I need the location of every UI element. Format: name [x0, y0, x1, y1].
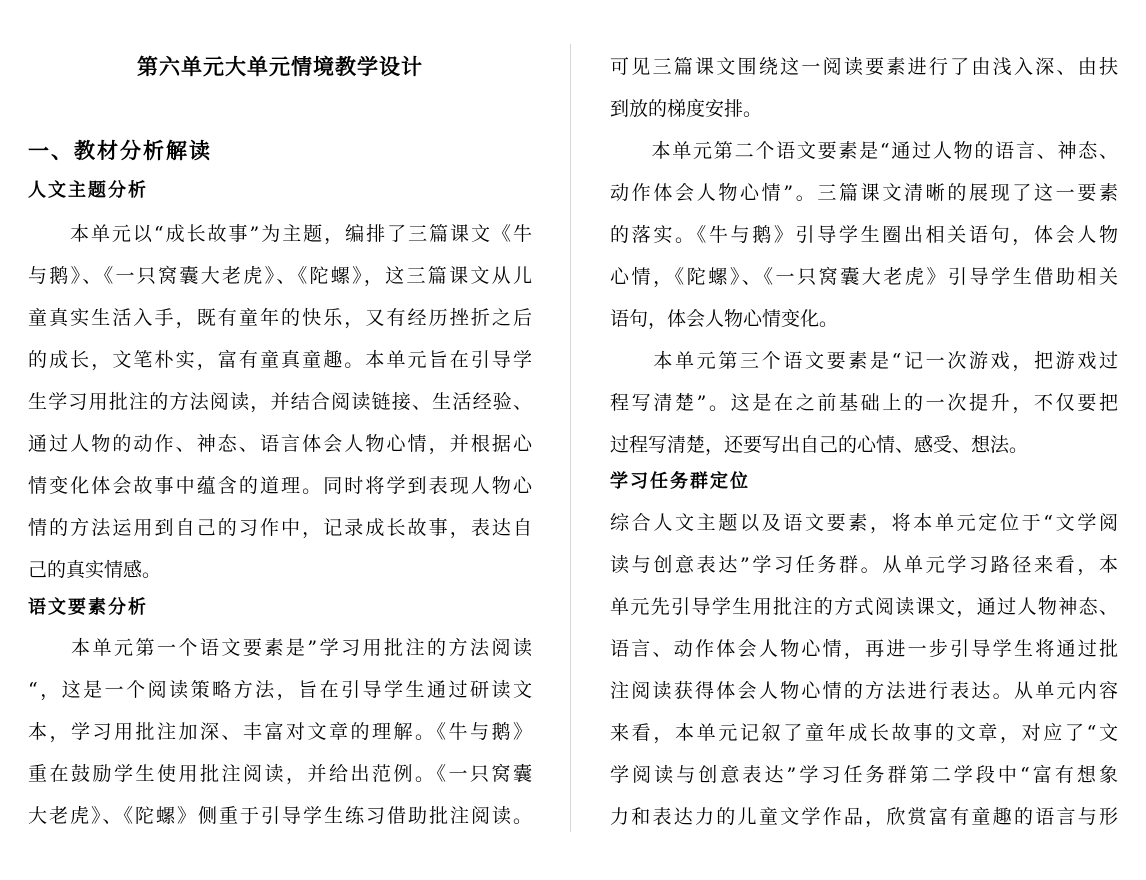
text-line: 情变化体会故事中蕴含的道理。同时将学到表现人物心 — [28, 475, 532, 497]
text-line: 童真实生活入手，既有童年的快乐，又有经历挫折之后 — [28, 307, 532, 329]
paragraph-continuation — [610, 46, 1118, 130]
text-line: 大老虎》、《陀螺》侧重于引导学生练习借助批注阅读。 — [28, 805, 532, 827]
text-line: 语句，体会人物心情变化。 — [610, 308, 839, 330]
column-divider — [570, 44, 571, 832]
text-line: “，这是一个阅读策略方法，旨在引导学生通过研读文 — [28, 679, 532, 701]
text-line: 动作体会人物心情”。三篇课文清晰的展现了这一要素 — [610, 182, 1118, 204]
text-line: 语言、动作体会人物心情，再进一步引导学生将通过批 — [610, 638, 1118, 660]
paragraph-language-elements — [28, 627, 532, 837]
text-line: 读与创意表达”学习任务群。从单元学习路径来看，本 — [610, 554, 1118, 576]
text-line: 本，学习用批注加深、丰富对文章的理解。《牛与鹅》 — [28, 721, 532, 743]
text-line: 心情，《陀螺》、《一只窝囊大老虎》引导学生借助相关 — [610, 266, 1118, 288]
section-heading: 一、教材分析解读 — [28, 138, 212, 163]
text-line: 与鹅》、《一只窝囊大老虎》、《陀螺》，这三篇课文从儿 — [28, 265, 532, 287]
paragraph-third-element — [610, 340, 1118, 466]
paragraph-humanistic-theme — [28, 213, 532, 591]
text-line: 本单元第一个语文要素是”学习用批注的方法阅读 — [28, 637, 532, 659]
text-line: 的成长，文笔朴实，富有童真童趣。本单元旨在引导学 — [28, 349, 532, 371]
text-line: 过程写清楚，还要写出自己的心情、感受、想法。 — [610, 434, 1029, 456]
text-line: 来看，本单元记叙了童年成长故事的文章，对应了“文 — [610, 722, 1118, 744]
text-line: 综合人文主题以及语文要素，将本单元定位于“文学阅 — [610, 512, 1118, 534]
text-line: 单元先引导学生用批注的方式阅读课文，通过人物神态、 — [610, 596, 1118, 618]
text-line: 己的真实情感。 — [28, 559, 162, 581]
text-line: 本单元以“成长故事”为主题，编排了三篇课文《牛 — [28, 223, 532, 245]
text-line: 本单元第二个语文要素是“通过人物的语言、神态、 — [610, 140, 1118, 162]
text-line: 力和表达力的儿童文学作品，欣赏富有童趣的语言与形 — [610, 806, 1118, 828]
text-line: 本单元第三个语文要素是“记一次游戏，把游戏过 — [610, 350, 1118, 372]
text-line: 通过人物的动作、神态、语言体会人物心情，并根据心 — [28, 433, 532, 455]
subheading-task-group: 学习任务群定位 — [610, 471, 750, 492]
subheading-humanistic-theme: 人文主题分析 — [28, 180, 148, 201]
text-line: 注阅读获得体会人物心情的方法进行表达。从单元内容 — [610, 680, 1118, 702]
text-line: 情的方法运用到自己的习作中，记录成长故事，表达自 — [28, 517, 532, 539]
subheading-language-elements: 语文要素分析 — [28, 597, 148, 618]
paragraph-second-element — [610, 130, 1118, 340]
text-line: 的落实。《牛与鹅》引导学生圈出相关语句，体会人物 — [610, 224, 1118, 246]
text-line: 生学习用批注的方法阅读，并结合阅读链接、生活经验、 — [28, 391, 532, 413]
text-line: 学阅读与创意表达”学习任务群第二学段中“富有想象 — [610, 764, 1118, 786]
paragraph-task-group — [610, 502, 1118, 838]
text-line: 重在鼓励学生使用批注阅读，并给出范例。《一只窝囊 — [28, 763, 532, 785]
document-title: 第六单元大单元情境教学设计 — [137, 54, 423, 79]
text-line: 到放的梯度安排。 — [610, 98, 763, 120]
text-line: 程写清楚”。这是在之前基础上的一次提升，不仅要把 — [610, 392, 1118, 414]
text-line: 可见三篇课文围绕这一阅读要素进行了由浅入深、由扶 — [610, 56, 1118, 78]
